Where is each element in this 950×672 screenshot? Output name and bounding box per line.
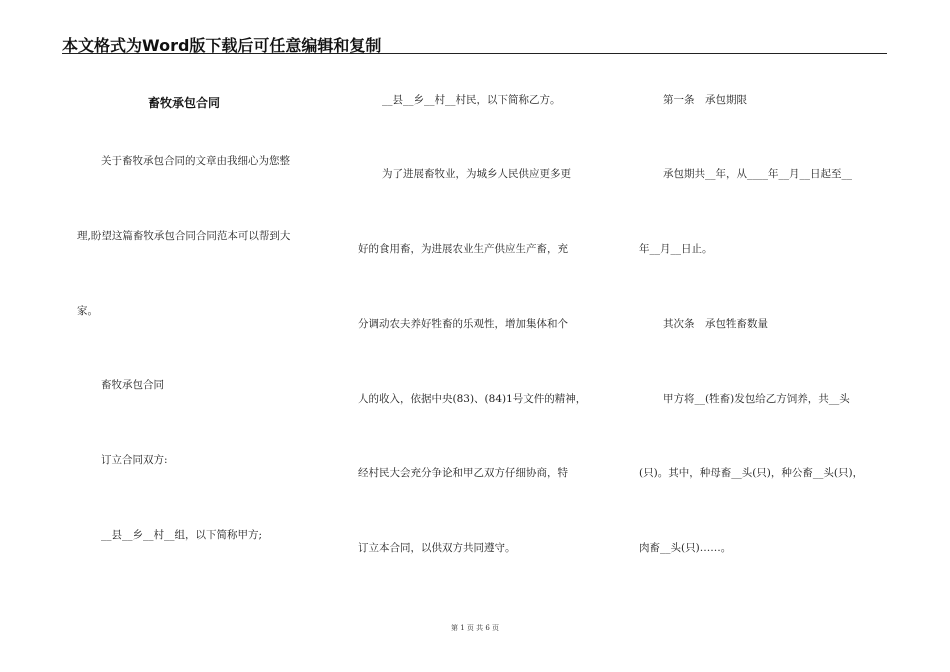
col2-line: 为了进展畜牧业，为城乡人民供应更多更 bbox=[382, 168, 571, 180]
col1-line: __县__乡__村__组，以下简称甲方; bbox=[101, 529, 263, 541]
col3-line: 年__月__日止。 bbox=[639, 243, 713, 255]
col1-line: 订立合同双方: bbox=[101, 454, 168, 466]
document-title: 畜牧承包合同 bbox=[148, 96, 221, 110]
col2-line: 人的收入，依据中央(83)、(84)1号文件的精神， bbox=[358, 393, 587, 405]
download-banner: 本文格式为Word版下载后可任意编辑和复制 bbox=[62, 36, 382, 55]
page-footer: 第 1 页 共 6 页 bbox=[450, 624, 500, 632]
col1-line: 畜牧承包合同 bbox=[101, 379, 164, 391]
col2-line: 好的食用畜，为进展农业生产供应生产畜，充 bbox=[358, 243, 568, 255]
col1-line: 关于畜牧承包合同的文章由我细心为您整 bbox=[101, 155, 290, 167]
col3-line: 承包期共__年，从____年__月__日起至__ bbox=[663, 168, 852, 180]
col3-line: 甲方将__(牲畜)发包给乙方饲养，共__头 bbox=[663, 393, 850, 405]
col2-line: __县__乡__村__村民，以下简称乙方。 bbox=[382, 94, 561, 106]
col2-line: 订立本合同，以供双方共同遵守。 bbox=[358, 542, 516, 554]
col3-line: 肉畜__头(只)……。 bbox=[639, 542, 732, 554]
col2-line: 分调动农夫养好牲畜的乐观性，增加集体和个 bbox=[358, 318, 568, 330]
col1-line: 理,盼望这篇畜牧承包合同合同范本可以帮到大 bbox=[77, 230, 291, 242]
col3-line: 第一条 承包期限 bbox=[663, 94, 747, 106]
col2-line: 经村民大会充分争论和甲乙双方仔细协商，特 bbox=[358, 467, 568, 479]
col3-line: 其次条 承包牲畜数量 bbox=[663, 318, 768, 330]
header-divider bbox=[62, 53, 887, 54]
col3-line: (只)。其中，种母畜__头(只)，种公畜__头(只)， bbox=[639, 467, 864, 479]
col1-line: 家。 bbox=[77, 305, 98, 317]
